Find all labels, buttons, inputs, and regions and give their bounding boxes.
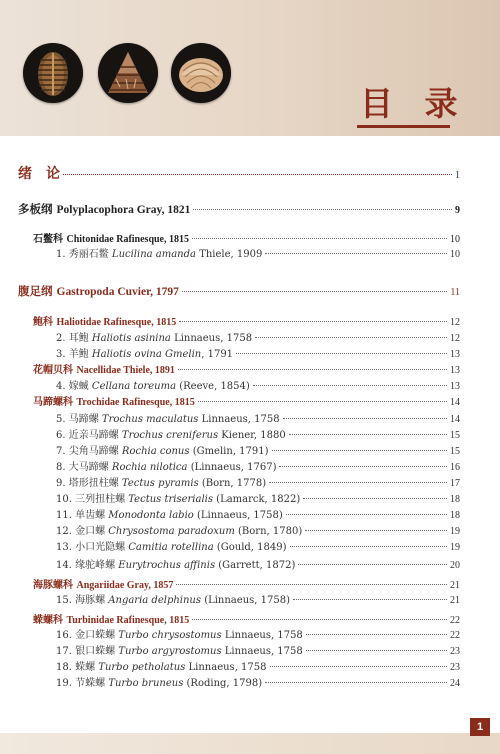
toc-entry-page: 9 [455, 205, 460, 216]
toc-entry-scientific-name: Eurytrochus affinis [118, 560, 216, 571]
toc-entry-page: 1 [455, 170, 460, 181]
toc-entry-page: 16 [450, 462, 460, 473]
toc-entry-scientific-name: Lucilina amanda [111, 249, 196, 260]
toc-entry-author: (Born, 1780) [238, 526, 303, 537]
toc-entry-label [33, 576, 173, 591]
toc-entry-author: (Reeve, 1854) [179, 381, 250, 392]
toc-entry[interactable] [56, 329, 460, 344]
toc-entry-page: 20 [450, 560, 460, 571]
toc-entry-scientific-name: Monodonta labio [108, 510, 194, 521]
dot-leader [289, 434, 447, 435]
toc-entry-author: Linnaeus, 1758 [224, 630, 303, 641]
toc-entry[interactable] [33, 611, 460, 626]
toc-entry-latin: Nacellidae Thiele, 1891 [76, 365, 175, 376]
toc-entry-scientific-name: Turbo bruneus [108, 678, 184, 689]
toc-entry-cn: 蝾螺 [75, 662, 99, 673]
toc-entry-cn: 节蝾螺 [75, 678, 109, 689]
toc-entry[interactable] [56, 522, 460, 537]
toc-entry-number: 17. [56, 646, 76, 657]
toc-entry-page: 22 [450, 615, 460, 626]
toc-entry-author: (Roding, 1798) [186, 678, 263, 689]
toc-entry-scientific-name: Rochia conus [121, 446, 190, 457]
toc-entry-author: (Born, 1778) [201, 478, 267, 489]
title-underline [357, 125, 450, 128]
toc-entry-label [56, 377, 250, 392]
toc-entry-cn: 大马蹄螺 [68, 462, 112, 473]
toc-entry-page: 17 [450, 478, 460, 489]
toc-entry-number: 10. [56, 494, 76, 505]
toc-entry[interactable] [56, 490, 460, 505]
toc-entry-label [33, 611, 189, 626]
toc-entry-page: 24 [450, 678, 460, 689]
toc-entry[interactable] [56, 626, 460, 641]
toc-entry-scientific-name: Rochia nilotica [111, 462, 188, 473]
toc-entry-page: 15 [450, 446, 460, 457]
toc-entry-author: Linnaeus, 1758 [188, 662, 267, 673]
dot-leader [290, 546, 447, 547]
dot-leader [272, 450, 447, 451]
toc-entry-page: 23 [450, 646, 460, 657]
toc-entry-cn: 海豚螺科 [33, 580, 77, 591]
toc-entry-label [56, 538, 287, 553]
toc-entry-cn: 单齿螺 [75, 510, 109, 521]
dot-leader [269, 482, 447, 483]
toc-entry-number: 2. [56, 333, 69, 344]
toc-entry-label [56, 426, 286, 441]
toc-entry-page: 12 [450, 333, 460, 344]
toc-entry[interactable] [56, 474, 460, 489]
dot-leader [303, 498, 447, 499]
toc-entry-author: 1791 [207, 349, 234, 360]
toc-entry-latin: Chitonidae Rafinesque, 1815 [66, 234, 189, 245]
toc-entry[interactable] [56, 245, 460, 260]
toc-entry-cn: 鲍科 [33, 317, 57, 328]
dot-leader [265, 253, 447, 254]
toc-entry-page: 14 [450, 414, 460, 425]
toc-entry-page: 21 [450, 595, 460, 606]
toc-entry-number: 19. [56, 678, 76, 689]
toc-entry-label [33, 361, 175, 376]
toc-entry-page: 12 [450, 317, 460, 328]
toc-entry-scientific-name: Tectus pyramis [121, 478, 199, 489]
dot-leader [179, 321, 447, 322]
toc-entry-label [56, 458, 276, 473]
toc-entry-number: 7. [56, 446, 69, 457]
toc-entry-cn: 尖角马蹄螺 [68, 446, 122, 457]
toc-entry-cn: 腹足纲 [18, 284, 57, 298]
toc-entry-page: 10 [450, 249, 460, 260]
toc-entry[interactable] [18, 163, 460, 183]
toc-entry[interactable] [56, 458, 460, 473]
toc-entry[interactable] [33, 393, 460, 408]
toc-entry[interactable] [18, 283, 460, 299]
dot-leader [270, 666, 448, 667]
toc-entry-label [56, 474, 266, 489]
toc-entry[interactable] [56, 658, 460, 673]
toc-entry-cn: 马蹄螺 [68, 414, 102, 425]
toc-entry-scientific-name: Trochus maculatus [101, 414, 199, 425]
toc-entry-number: 4. [56, 381, 69, 392]
toc-entry-page: 19 [450, 526, 460, 537]
toc-entry[interactable] [56, 506, 460, 521]
toc-entry-label [56, 410, 280, 425]
toc-entry-cn: 三列扭柱螺 [75, 494, 129, 505]
dot-leader [253, 385, 447, 386]
toc-entry-page: 13 [450, 349, 460, 360]
toc-entry-scientific-name: Turbo petholatus [98, 662, 186, 673]
footer-band [0, 733, 500, 754]
toc-entry-label [56, 591, 290, 606]
toc-entry[interactable] [33, 313, 460, 328]
dot-leader [255, 337, 447, 338]
toc-entry[interactable] [56, 410, 460, 425]
toc-entry-number: 15. [56, 595, 76, 606]
toc-entry-label [56, 506, 283, 521]
toc-entry-scientific-name: Angaria delphinus [108, 595, 201, 606]
toc-entry-cn: 秀丽石鳖 [68, 249, 112, 260]
dot-leader [63, 174, 452, 175]
toc-entry[interactable] [33, 361, 460, 376]
toc-entry-cn: 塔形扭柱螺 [68, 478, 122, 489]
toc-entry-label [56, 442, 269, 457]
toc-entry-latin: Angariidae Gray, 1857 [76, 580, 174, 591]
toc-entry[interactable] [56, 426, 460, 441]
toc-entry-scientific-name: Chrysostoma paradoxum [108, 526, 235, 537]
toc-entry-latin: Turbinidae Rafinesque, 1815 [66, 615, 190, 626]
toc-entry-number: 12. [56, 526, 76, 537]
toc-entry-cn: 耳鲍 [68, 333, 92, 344]
toc-entry[interactable] [56, 642, 460, 657]
toc-entry[interactable] [56, 377, 460, 392]
toc-entry-page: 18 [450, 494, 460, 505]
toc-entry-author: (Gould, 1849) [216, 542, 287, 553]
toc-entry-latin: Trochidae Rafinesque, 1815 [76, 397, 195, 408]
toc-entry-scientific-name: Tectus triserialis [128, 494, 213, 505]
toc-entry-label [18, 283, 179, 299]
toc-entry-label [56, 626, 303, 641]
top-shell-photo [98, 43, 158, 103]
toc-entry-label [56, 245, 262, 260]
toc-entry-page: 13 [450, 381, 460, 392]
toc-entry-page: 10 [450, 234, 460, 245]
toc-entry-cn: 石鳖科 [33, 234, 67, 245]
page-title: 目 录 [360, 84, 468, 123]
toc-entry-number: 5. [56, 414, 69, 425]
toc-entry-number: 11. [56, 510, 76, 521]
toc-entry-number: 8. [56, 462, 69, 473]
dot-leader [265, 682, 447, 683]
dot-leader [178, 369, 447, 370]
toc-entry-cn: 马蹄螺科 [33, 397, 77, 408]
toc-entry-author: Linnaeus, 1758 [224, 646, 303, 657]
toc-entry-number: 13. [56, 542, 76, 553]
toc-entry-cn: 近亲马蹄螺 [68, 430, 122, 441]
toc-entry-author: (Lamarck, 1822) [216, 494, 301, 505]
toc-entry-number: 3. [56, 349, 69, 360]
dot-leader [305, 530, 447, 531]
toc-entry[interactable] [33, 576, 460, 591]
dot-leader [192, 619, 447, 620]
toc-entry-cn: 花帽贝科 [33, 365, 77, 376]
toc-entry-scientific-name: Turbo chrysostomus [118, 630, 222, 641]
toc-entry-label [56, 642, 303, 657]
toc-entry-cn: 多板纲 [18, 202, 57, 216]
toc-entry-author: (Gmelin, 1791) [192, 446, 269, 457]
header-gap [0, 136, 500, 148]
toc-entry-label [56, 556, 295, 571]
dot-leader [286, 514, 447, 515]
toc-entry-number: 1. [56, 249, 69, 260]
chiton-shell-photo [23, 43, 83, 103]
toc-entry-cn: 金口螺 [75, 526, 109, 537]
dot-leader [293, 599, 447, 600]
toc-entry-latin: Polyplacophora Gray, 1821 [56, 204, 191, 216]
separator: , [201, 349, 208, 360]
page-number: 1 [470, 718, 490, 736]
toc-entry-page: 15 [450, 430, 460, 441]
toc-entry-number: 16. [56, 630, 76, 641]
toc-entry-author: (Garrett, 1872) [218, 560, 296, 571]
toc-entry-page: 14 [450, 397, 460, 408]
toc-entry-author: (Linnaeus, 1758) [197, 510, 283, 521]
toc-entry[interactable] [56, 556, 460, 571]
toc-entry-cn: 缘驼峰螺 [75, 560, 119, 571]
toc-entry-label [56, 674, 262, 689]
dot-leader [279, 466, 447, 467]
dot-leader [198, 401, 447, 402]
toc-entry-cn: 羊鲍 [68, 349, 92, 360]
toc-entry-author: Thiele, 1909 [199, 249, 263, 260]
toc-entry-page: 18 [450, 510, 460, 521]
toc-entry-author: (Linnaeus, 1767) [190, 462, 277, 473]
dot-leader [236, 353, 447, 354]
toc-entry-label: 绪 论 [18, 166, 60, 182]
dot-leader [193, 209, 452, 210]
toc-entry-number: 6. [56, 430, 69, 441]
toc-entry-cn: 小口光隐螺 [75, 542, 129, 553]
toc-entry-number: 9. [56, 478, 69, 489]
dot-leader [176, 584, 447, 585]
toc-entry-label [33, 230, 189, 245]
toc-entry-number: 14. [56, 560, 76, 571]
toc-entry-cn: 金口蝾螺 [75, 630, 119, 641]
toc-entry[interactable] [56, 591, 460, 606]
toc-entry-author: (Linnaeus, 1758) [204, 595, 290, 606]
toc-entry-page: 21 [450, 580, 460, 591]
toc-entry[interactable] [33, 230, 460, 245]
toc-entry-label [56, 522, 302, 537]
toc-entry-author: Linnaeus, 1758 [174, 333, 253, 344]
toc-entry-page: 19 [450, 542, 460, 553]
toc-entry-label [56, 329, 252, 344]
toc-entry-label [18, 201, 190, 217]
toc-entry[interactable] [56, 674, 460, 689]
clam-shell-photo [171, 43, 231, 103]
toc-entry[interactable] [18, 201, 460, 217]
toc-entry-scientific-name: Haliotis asinina [91, 333, 171, 344]
toc-entry-page: 11 [450, 287, 460, 298]
toc-entry-number: 18. [56, 662, 76, 673]
toc-entry[interactable] [56, 538, 460, 553]
dot-leader [306, 634, 447, 635]
toc-entry-label [56, 658, 267, 673]
toc-entry-label [56, 490, 300, 505]
toc-entry-label [33, 313, 176, 328]
dot-leader [192, 238, 447, 239]
toc-entry-author: Kiener, 1880 [221, 430, 286, 441]
toc-entry-page: 22 [450, 630, 460, 641]
toc-entry[interactable] [56, 442, 460, 457]
toc-entry-page: 13 [450, 365, 460, 376]
toc-entry-label [33, 393, 195, 408]
toc-entry-scientific-name: Turbo argyrostomus [118, 646, 222, 657]
dot-leader [283, 418, 447, 419]
dot-leader [306, 650, 447, 651]
toc-entry-latin: Haliotidae Rafinesque, 1815 [56, 317, 177, 328]
toc-entry-scientific-name: Trochus creniferus [121, 430, 219, 441]
dot-leader [298, 564, 447, 565]
toc-entry-label [56, 345, 233, 360]
toc-entry-cn: 海豚螺 [75, 595, 109, 606]
toc-entry-cn: 银口蝾螺 [75, 646, 119, 657]
toc-entry-cn: 嫁蝛 [68, 381, 92, 392]
toc-entry-scientific-name: Camitia rotellina [128, 542, 214, 553]
toc-entry-scientific-name: Cellana toreuma [91, 381, 177, 392]
toc-entry-latin: Gastropoda Cuvier, 1797 [56, 286, 179, 298]
toc-entry-page: 23 [450, 662, 460, 673]
dot-leader [182, 291, 447, 292]
toc-entry-cn: 蝾螺科 [33, 615, 67, 626]
toc-entry[interactable] [56, 345, 460, 360]
toc-entry-author: Linnaeus, 1758 [201, 414, 280, 425]
toc-entry-scientific-name: Haliotis ovina Gmelin [91, 349, 202, 360]
